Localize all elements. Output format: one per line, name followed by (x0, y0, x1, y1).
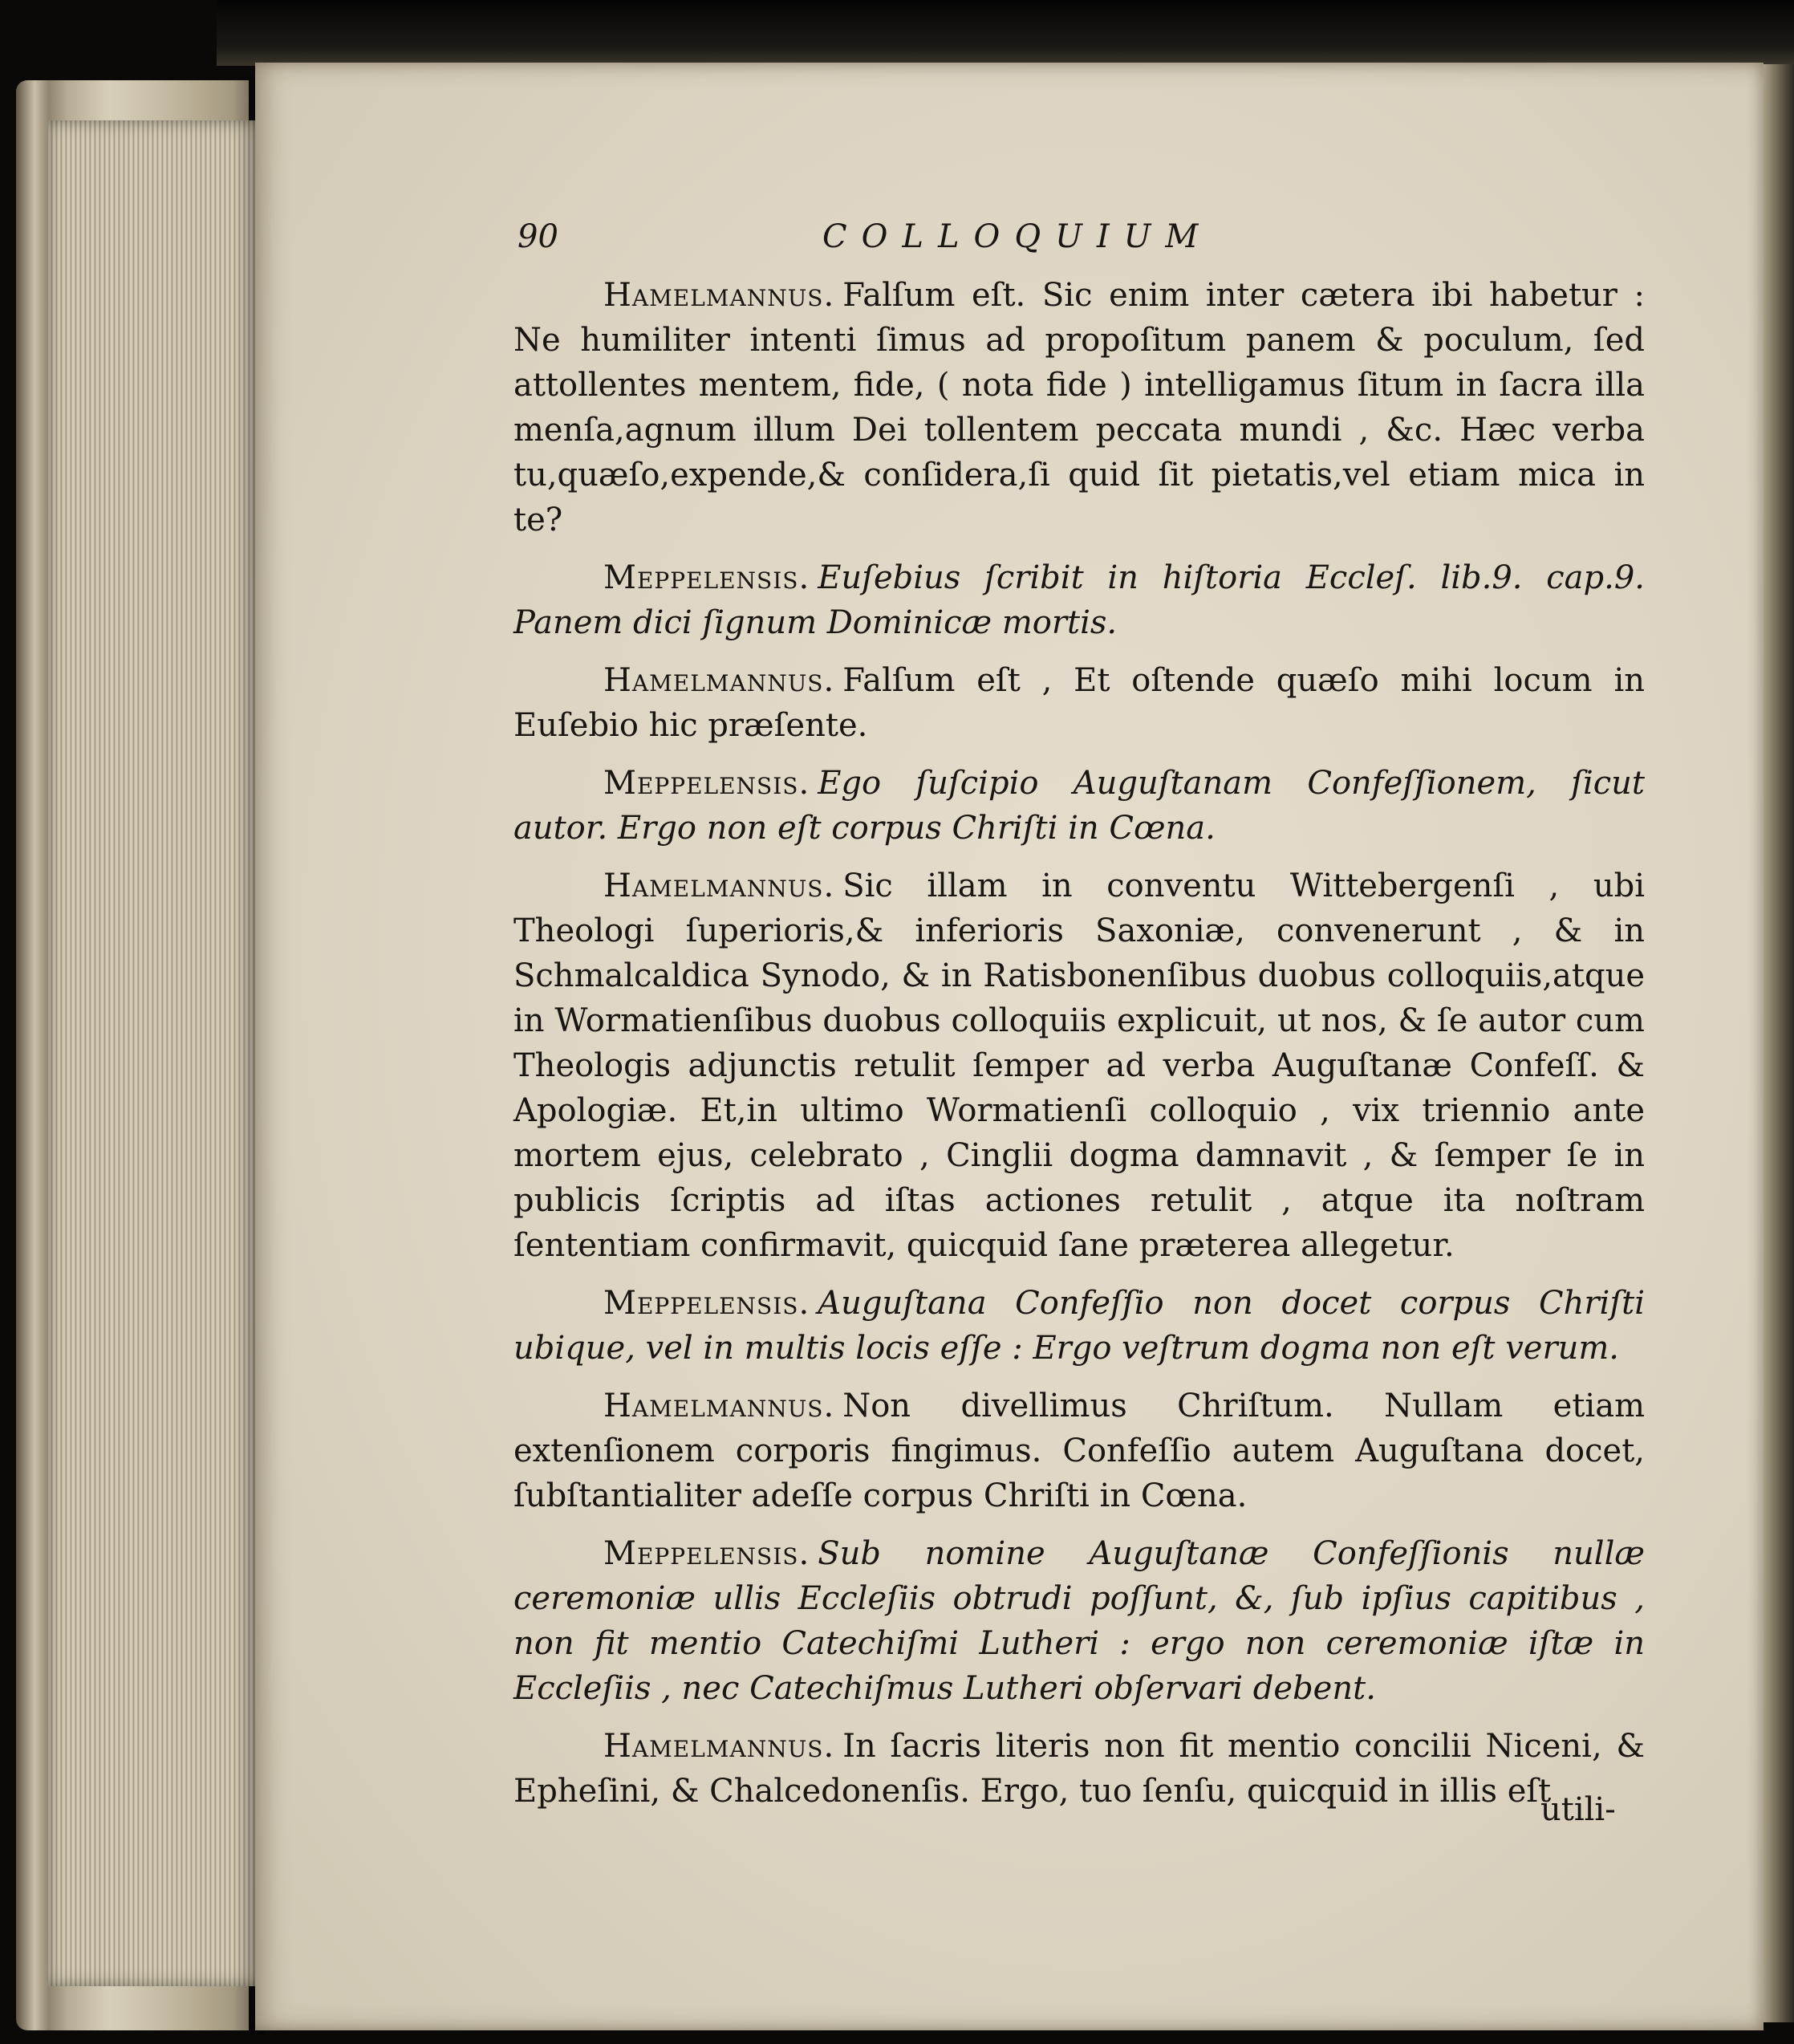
paragraph-text: Euſebius ſcribit in hiſtoria Eccleſ. lib.9. cap.9. Panem dici ſignum Dominicæ mortis. (513, 559, 1645, 641)
paragraph-text: In ſacris literis non fit mentio concilii Niceni, & Epheſini, & Chalcedonenſis. Ergo, tuo ſenſu, quicquid in illis eſt (513, 1728, 1645, 1810)
dialogue-paragraph (513, 555, 1645, 645)
paragraph-text: Sic illam in conventu Wittebergenſi , ubi Theologi ſuperioris,& inferioris Saxoniæ, convenerunt , & in Schmalcaldica Synodo, & in Ratisbonenſibus duobus colloquiis,atque in Wormatienſibus duobus colloquiis explicuit, ut nos, & ſe autor cum Theologis adjunctis retulit ſemper ad verba Auguſtanæ Confeſſ. & Apologiæ. Et,in ultimo Wormatienſi colloquio , vix triennio ante mortem ejus, celebrato , Cinglii dogma damnavit , & ſemper ſe in publicis ſcriptis ad iſtas actiones retulit , atque ita noſtram ſententiam confirmavit, quicquid ſane præterea allegetur. (513, 868, 1645, 1264)
dialogue-paragraph (513, 1281, 1645, 1371)
dialogue-paragraph (513, 761, 1645, 851)
dialogue-paragraph (513, 273, 1645, 542)
speaker-name: Meppelensis. (603, 765, 810, 802)
speaker-name: Hamelmannus. (603, 277, 835, 314)
page-stack-edge (48, 120, 261, 1986)
page-body (513, 273, 1645, 1827)
running-head-title: COLLOQUIUM (822, 218, 1213, 255)
paragraph-text: Falſum eſt , Et oſtende quæſo mihi locum in Euſebio hic præſente. (513, 662, 1645, 744)
dialogue-paragraph (513, 1384, 1645, 1518)
speaker-name: Hamelmannus. (603, 662, 835, 699)
speaker-name: Meppelensis. (603, 1535, 810, 1572)
speaker-name: Meppelensis. (603, 559, 810, 596)
paragraph-text: Non divellimus Chriſtum. Nullam etiam extenſionem corporis fingimus. Confeſſio autem Auguſtana docet, ſubſtantialiter adeſſe corpus Chriſti in Cœna. (513, 1388, 1645, 1514)
speaker-name: Hamelmannus. (603, 868, 835, 904)
dialogue-paragraph (513, 1724, 1645, 1814)
scan-background (217, 0, 1794, 66)
catchword: utili- (1540, 1791, 1616, 1828)
dialogue-paragraph (513, 1531, 1645, 1711)
paragraph-text: Auguſtana Confeſſio non docet corpus Chriſti ubique, vel in multis locis eſſe : Ergo veſtrum dogma non eſt verum. (513, 1285, 1645, 1367)
dialogue-paragraph (513, 658, 1645, 748)
speaker-name: Hamelmannus. (603, 1388, 835, 1424)
paragraph-text: Sub nomine Auguſtanæ Confeſſionis nullæ ceremoniæ ullis Eccleſiis obtrudi poſſunt, &, ſub ipſius capitibus , non fit mentio Catechiſmi Lutheri : ergo non ceremoniæ iſtæ in Eccleſiis , nec Catechiſmus Lutheri obſervari debent. (513, 1535, 1645, 1707)
dialogue-paragraph (513, 864, 1645, 1268)
page-number: 90 (518, 218, 558, 255)
paragraph-text: Falſum eſt. Sic enim inter cætera ibi habetur : Ne humiliter intenti ſimus ad propoſitum panem & poculum, ſed attollentes mentem, fide, ( nota fide ) intelligamus ſitum in ſacra illa menſa,agnum illum Dei tollentem peccata mundi , &c. Hæc verba tu,quæſo,expende,& conſidera,ſi quid ſit pietatis,vel etiam mica in te? (513, 277, 1645, 538)
speaker-name: Meppelensis. (603, 1285, 810, 1322)
paragraph-text: Ego ſuſcipio Auguſtanam Confeſſionem, ſicut autor. Ergo non eſt corpus Chriſti in Cœna. (513, 765, 1645, 847)
speaker-name: Hamelmannus. (603, 1728, 835, 1765)
